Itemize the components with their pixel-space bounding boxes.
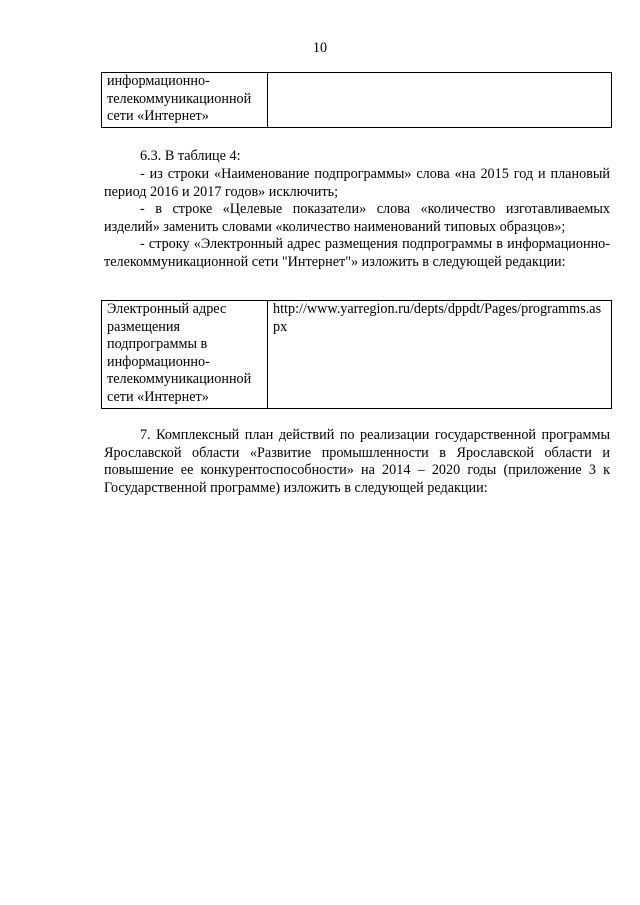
section-7-paragraph: 7. Комплексный план действий по реализации государственной программы Ярославской области «Развитие промышленности в Ярославской области и повышение ее конкурентоспособности» на 2014 – 2020 годы (приложение 3 к Государственной программе) изложить в следующей редакции: xyxy=(104,427,610,496)
list-item: - из строки «Наименование подпрограммы» слова «на 2015 год и плановый период 2016 и 2017 годов» исключить; xyxy=(104,166,610,200)
table-cell-value xyxy=(268,73,612,128)
program-url: http://www.yarregion.ru/depts/dppdt/Pages/programms.aspx xyxy=(268,301,612,409)
list-item: - в строке «Целевые показатели» слова «количество изготавливаемых изделий» заменить словами «количество наименований типовых образцов»; xyxy=(104,201,610,235)
cell-text-line: сети «Интернет» xyxy=(107,108,209,125)
replacement-table xyxy=(101,300,612,409)
table-cell-label xyxy=(102,73,268,128)
cell-text-line: подпрограммы в xyxy=(107,336,208,353)
table-continuation xyxy=(101,72,612,128)
table-row xyxy=(102,73,612,128)
cell-text-line: информационно- xyxy=(107,73,210,89)
page-number: 10 xyxy=(312,40,328,56)
table-cell-label xyxy=(102,301,268,409)
cell-text-line: Электронный адрес xyxy=(107,301,227,317)
list-item: - строку «Электронный адрес размещения подпрограммы в информационно-телекоммуникационной сети "Интернет"» изложить в следующей редакции: xyxy=(104,236,610,270)
cell-text-line: телекоммуникационной xyxy=(107,90,252,107)
cell-text-line: информационно- xyxy=(107,353,210,370)
cell-text-line: телекоммуникационной xyxy=(107,371,252,388)
cell-text-line: сети «Интернет» xyxy=(107,388,209,405)
cell-text-line: размещения xyxy=(107,318,181,335)
section-6-3-intro: 6.3. В таблице 4: xyxy=(140,148,241,164)
table-row xyxy=(102,301,612,409)
